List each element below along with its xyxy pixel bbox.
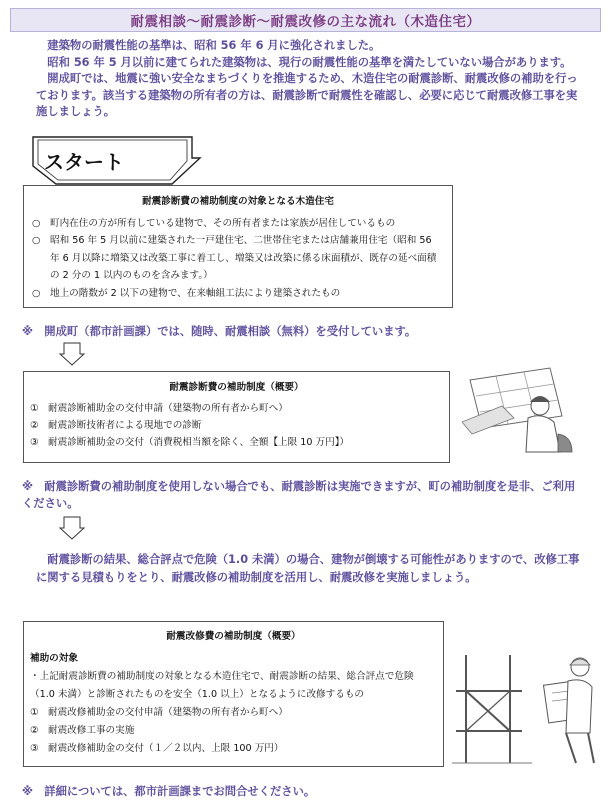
list-item: ③ 耐震診断補助金の交付（消費税相当額を除く、全額【上限 10 万円】） [30, 437, 350, 448]
down-arrow-icon [59, 516, 85, 540]
contact-note: ※ 詳細については、都市計画課までお問合せください。 [22, 785, 316, 798]
diagnosis-note: ※ 耐震診断費の補助制度を使用しない場合でも、耐震診断は実施できますが、町の補助制度を是非、ご利用ください。 [22, 480, 576, 510]
retrofit-subsidy-heading: 耐震改修費の補助制度（概要） [166, 631, 301, 642]
target-housing-box [23, 185, 453, 308]
list-item: ○ 昭和 56 年 5 月以前に建築された一戸建住宅、二世帯住宅または店舗兼用住宅（昭和 56 年 6 月以降に増築又は改築工事に着工し、増築又は改築に係る床面積が、既存の延べ面積の 2 分の 1 以内のものを含みます。） [32, 235, 437, 281]
list-item: ① 耐震改修補助金の交付申請（建築物の所有者から町へ） [30, 707, 288, 718]
list-item: ○ 地上の階数が 2 以下の建物で、在来軸組工法により建築されたもの [32, 287, 341, 299]
intro-text [36, 38, 584, 121]
intro-line-2: 昭和 56 年 5 月以前に建てられた建築物は、現行の耐震性能の基準を満たしていない場合があります。 [36, 55, 572, 69]
retrofit-advice-paragraph: 耐震診断の結果、総合評点で危険（1.0 未満）の場合、建物が倒壊する可能性がありますので、改修工事に関する見積もりをとり、耐震改修の補助制度を活用し、耐震改修を実施しましょう。 [36, 553, 580, 584]
page-title: 耐震相談～耐震診断～耐震改修の主な流れ（木造住宅） [130, 14, 481, 30]
subsidy-target-label: 補助の対象 [30, 653, 78, 664]
builder-illustration [452, 655, 602, 770]
down-arrow-icon [59, 342, 85, 366]
list-item: ② 耐震改修工事の実施 [30, 725, 135, 736]
consultation-note: ※ 開成町（都市計画課）では、随時、耐震相談（無料）を受付しています。 [22, 325, 417, 338]
inspector-illustration [462, 362, 582, 462]
subsidy-target-text: ・上記耐震診断費の補助制度の対象となる木造住宅で、耐震診断の結果、総合評点で危険（1.0 未満）と診断されたものを安全（1.0 以上）となるように改修するもの [30, 671, 414, 700]
list-item: ③ 耐震改修補助金の交付（１／２以内、上限 100 万円） [30, 743, 284, 754]
start-label: スタート [44, 150, 124, 174]
intro-line-3: 開成町では、地震に強い安全なまちづくりを推進するため、木造住宅の耐震診断、耐震改修の補助を行っております。該当する建築物の所有者の方は、耐震診断で耐震性を確認し、必要に応じて耐震改修工事を実施しましょう。 [36, 72, 578, 118]
page-title-bar [10, 8, 601, 32]
retrofit-subsidy-box [23, 621, 444, 767]
diagnosis-subsidy-heading: 耐震診断費の補助制度（概要） [169, 382, 304, 393]
target-housing-heading: 耐震診断費の補助制度の対象となる木造住宅 [142, 196, 334, 207]
intro-line-1: 建築物の耐震性能の基準は、昭和 56 年 6 月に強化されました。 [36, 39, 381, 52]
diagnosis-subsidy-box [23, 371, 450, 463]
list-item: ② 耐震診断技術者による現地での診断 [30, 420, 202, 431]
list-item: ① 耐震診断補助金の交付申請（建築物の所有者から町へ） [30, 403, 288, 414]
list-item: ○ 町内在住の方が所有している建物で、その所有者または家族が居住しているもの [32, 217, 396, 229]
